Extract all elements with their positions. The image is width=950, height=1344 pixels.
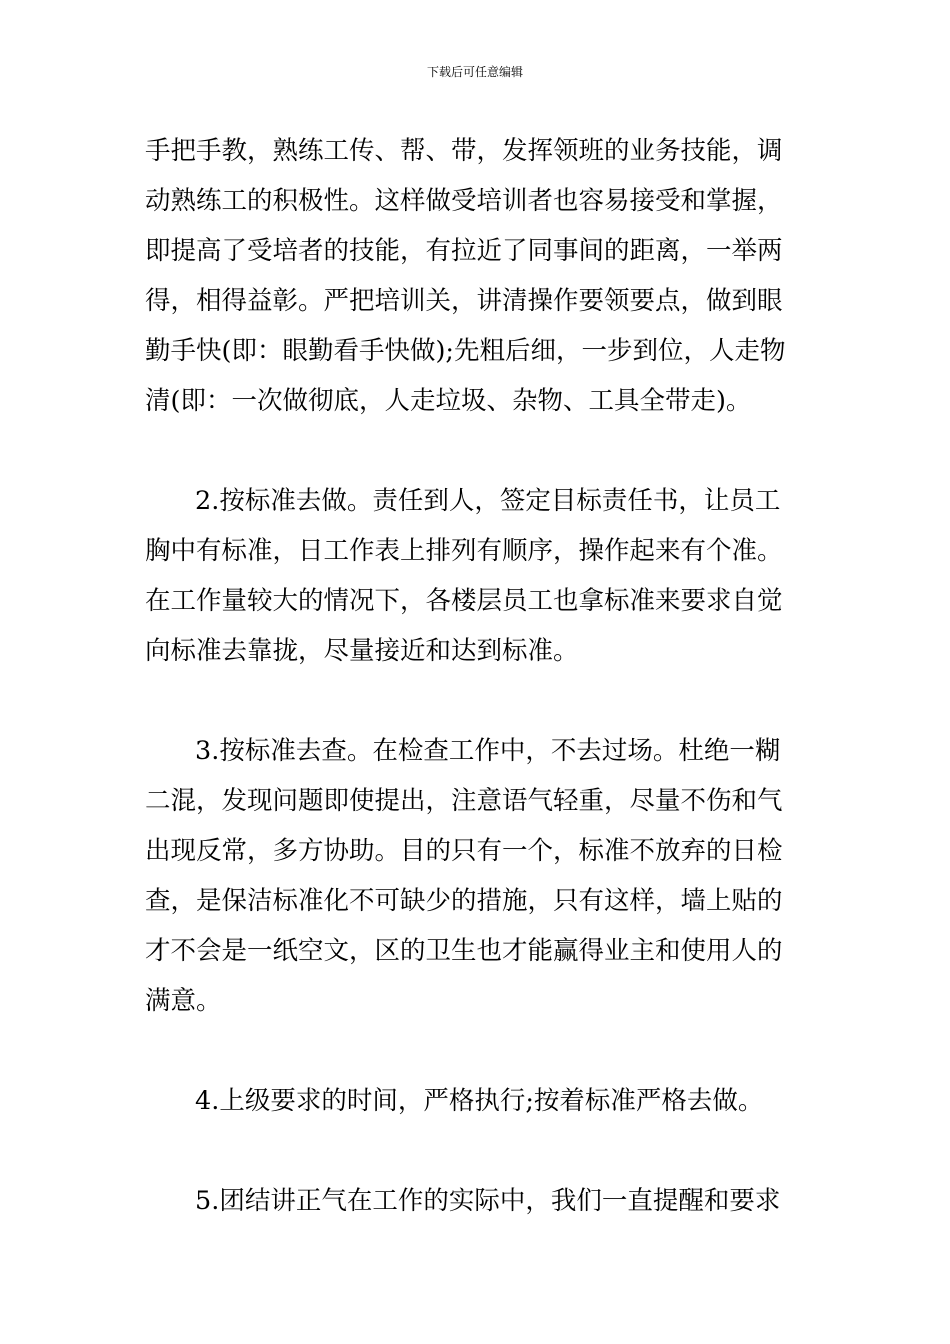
page-header: 下载后可任意编辑 bbox=[426, 65, 523, 79]
text-line: 满意。 bbox=[145, 986, 222, 1016]
text-line: 出现反常，多方协助。目的只有一个，标准不放弃的日检 bbox=[145, 836, 783, 866]
text-line: 3.按标准去查。在检查工作中，不去过场。杜绝一糊 bbox=[195, 736, 781, 766]
paragraph-5 bbox=[145, 1176, 810, 1226]
text-line: 得，相得益彰。严把培训关，讲清操作要领要点，做到眼 bbox=[145, 286, 783, 316]
text-line: 在工作量较大的情况下，各楼层员工也拿标准来要求自觉 bbox=[145, 586, 783, 616]
text-line: 2.按标准去做。责任到人，签定目标责任书，让员工 bbox=[195, 486, 781, 516]
text-line: 胸中有标准，日工作表上排列有顺序，操作起来有个准。 bbox=[145, 536, 783, 566]
text-line: 才不会是一纸空文，区的卫生也才能赢得业主和使用人的 bbox=[145, 936, 783, 966]
text-line: 5.团结讲正气在工作的实际中，我们一直提醒和要求 bbox=[195, 1186, 781, 1216]
document-body bbox=[145, 126, 810, 1226]
text-line: 向标准去靠拢，尽量接近和达到标准。 bbox=[145, 636, 579, 666]
paragraph-4 bbox=[145, 1076, 810, 1126]
text-line: 清(即：一次做彻底，人走垃圾、杂物、工具全带走)。 bbox=[145, 386, 752, 416]
text-line: 动熟练工的积极性。这样做受培训者也容易接受和掌握， bbox=[145, 186, 783, 216]
text-line: 查，是保洁标准化不可缺少的措施，只有这样，墙上贴的 bbox=[145, 886, 783, 916]
text-line: 勤手快(即：眼勤看手快做);先粗后细，一步到位，人走物 bbox=[145, 336, 786, 366]
text-line: 4.上级要求的时间，严格执行;按着标准严格去做。 bbox=[195, 1086, 764, 1116]
text-line: 即提高了受培者的技能，有拉近了同事间的距离，一举两 bbox=[145, 236, 783, 266]
paragraph-3 bbox=[145, 726, 810, 1026]
paragraph-2 bbox=[145, 476, 810, 676]
text-line: 二混，发现问题即使提出，注意语气轻重，尽量不伤和气 bbox=[145, 786, 783, 816]
text-line: 手把手教，熟练工传、帮、带，发挥领班的业务技能，调 bbox=[145, 136, 783, 166]
paragraph-1 bbox=[145, 126, 810, 426]
